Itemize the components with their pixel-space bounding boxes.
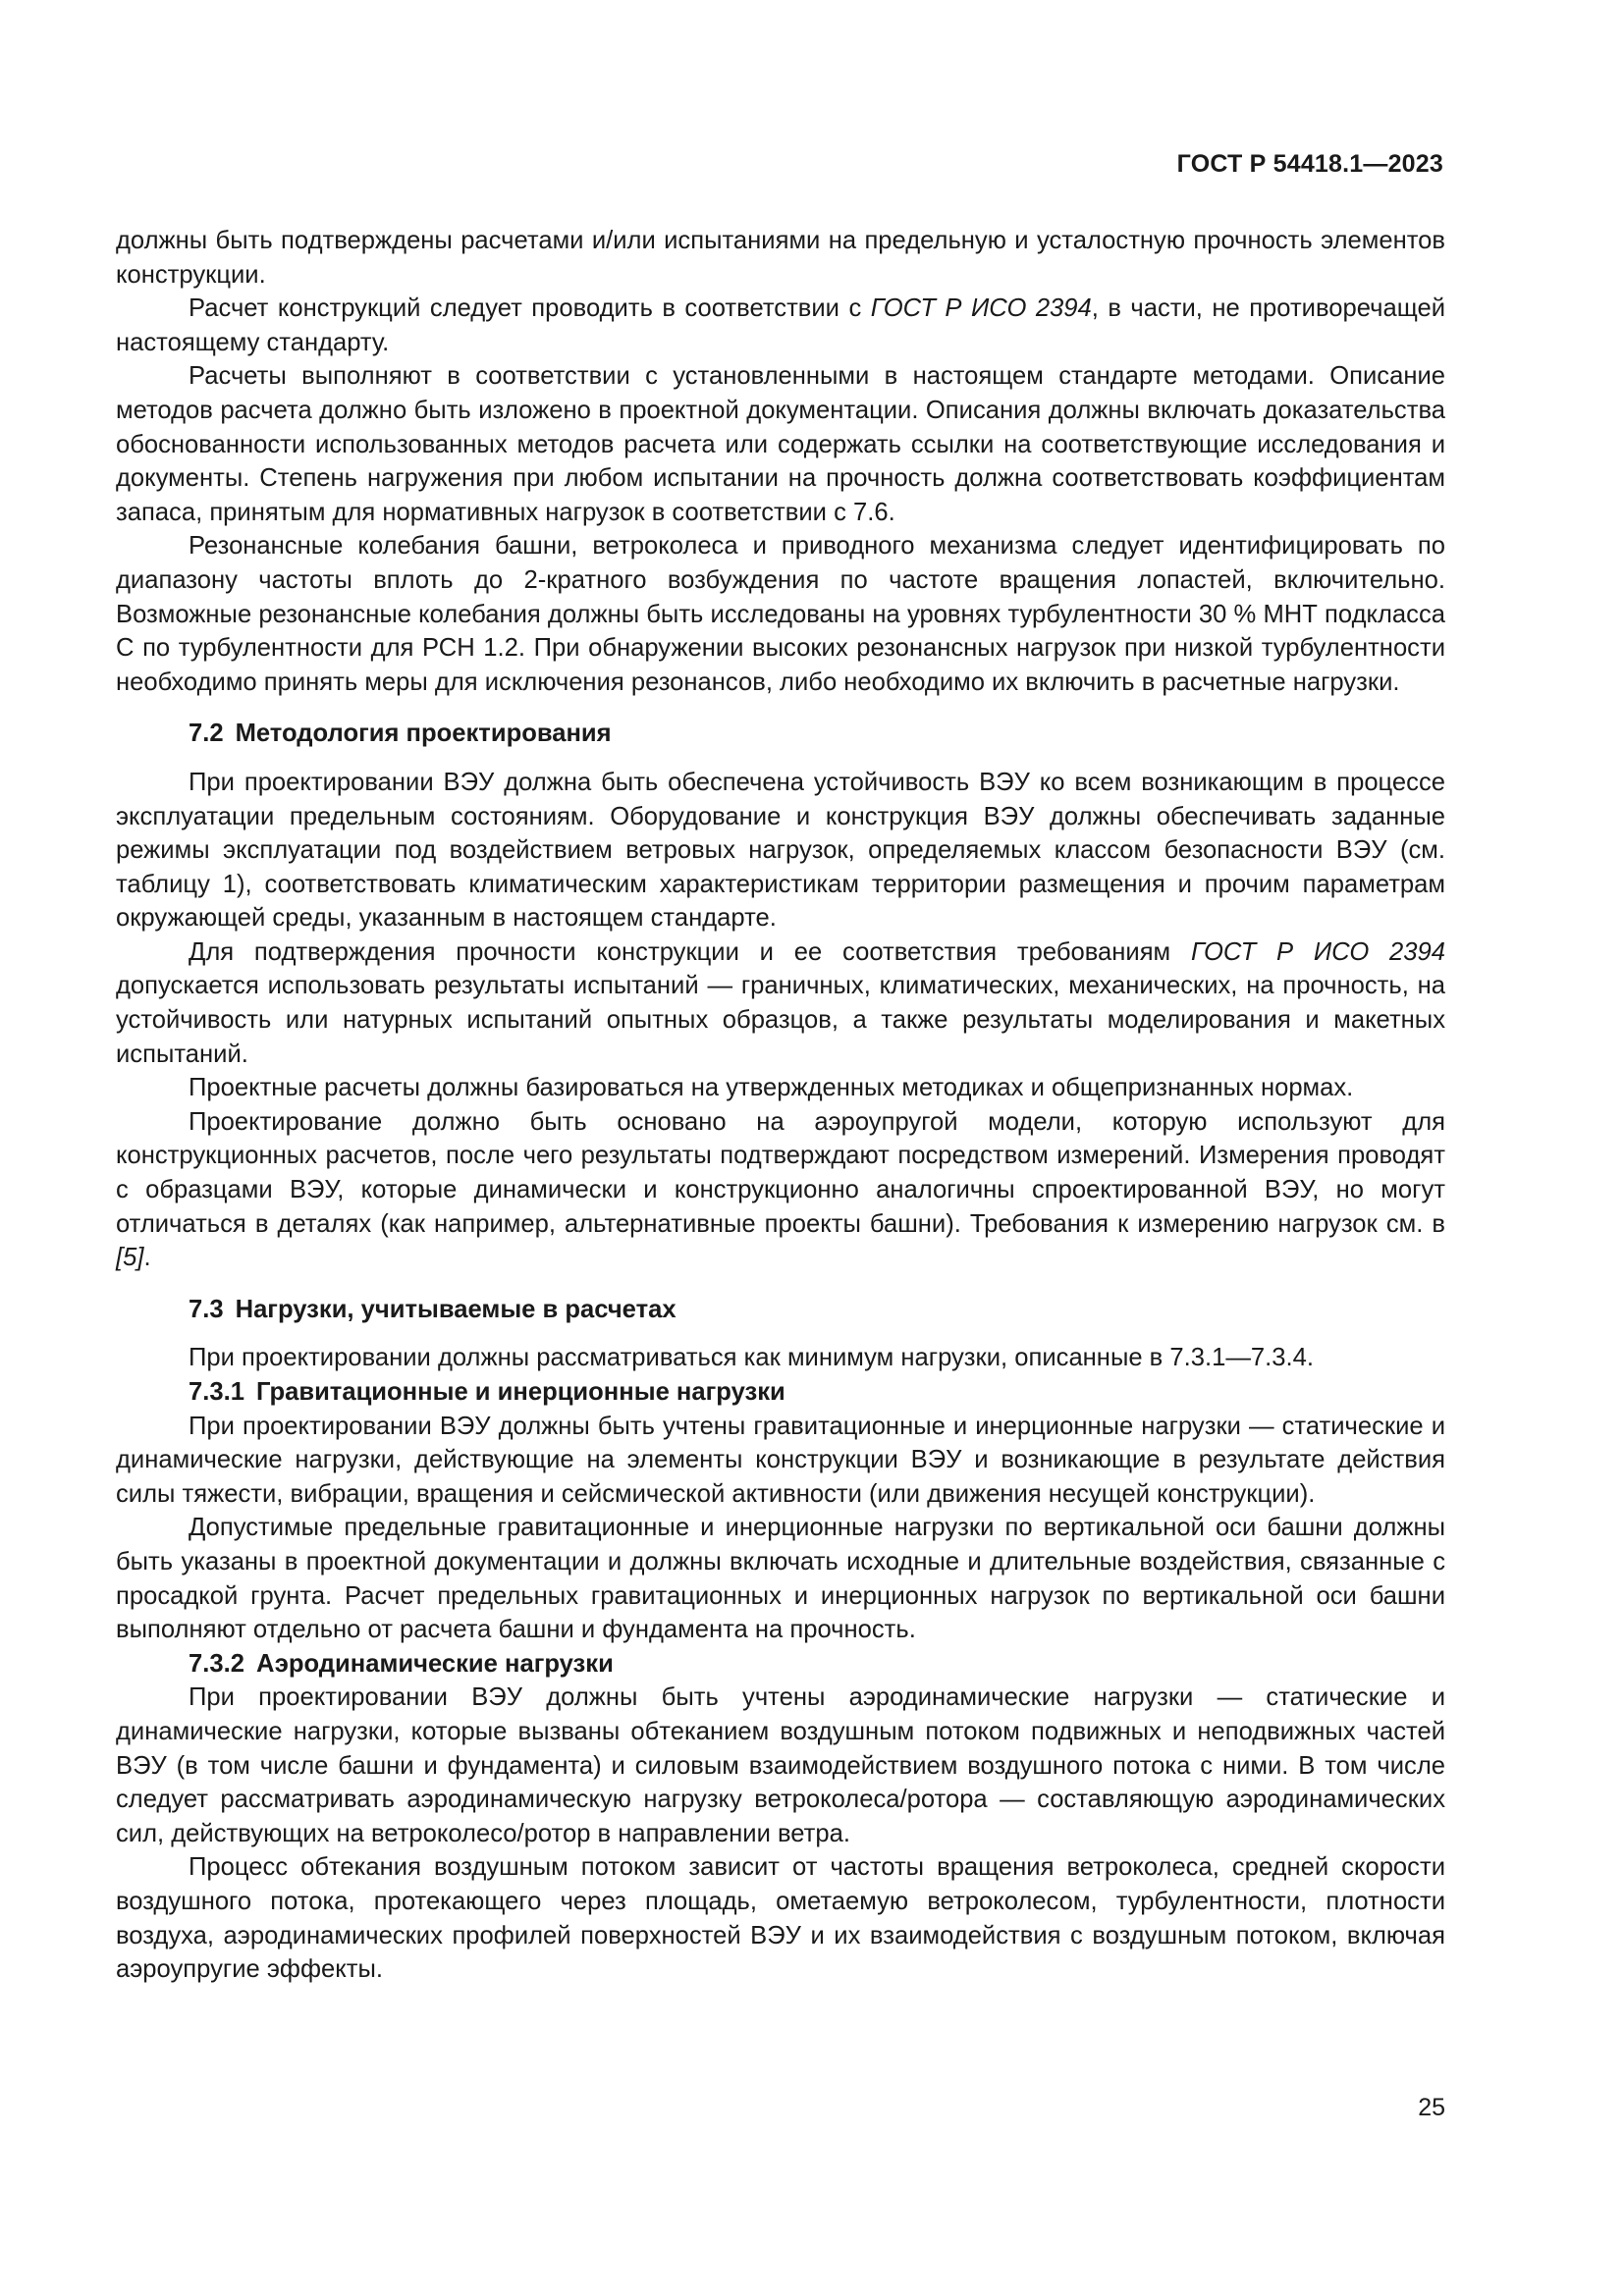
page-number: 25 xyxy=(1418,2094,1445,2121)
paragraph: При проектировании ВЭУ должны быть учтены аэродинамические нагрузки — статические и динамические нагрузки, которые вызваны обтеканием воздушным потоком подвижных и неподвижных частей ВЭУ (в том числе башни и фундамента) и силовым взаимодействием воздушного потока с ними. В том числе следует рассматривать аэродинамическую нагрузку ветроколеса/ротора — составляющую аэродинамических сил, действующих на ветроколесо/ротор в направлении ветра. xyxy=(116,1683,1445,1847)
paragraph-text: , в части, не противоречащей настоящему стандарту. xyxy=(116,294,1446,356)
paragraph-text: Расчет конструкций следует проводить в соответствии с xyxy=(189,294,871,323)
paragraph-text: Проектирование должно быть основано на аэроупругой модели, которую используют для конструкционных расчетов, после чего результаты подтверждают посредством измерений. Измерения проводят с образцами ВЭУ, которые динамически и конструкционно аналогичны спроектированной ВЭУ, но могут отличаться в деталях (как например, альтернативные проекты башни). Требования к измерению нагрузок см. в xyxy=(116,1107,1445,1238)
section-number: 7.3 xyxy=(189,1295,224,1323)
bibliography-reference: [5] xyxy=(116,1244,144,1272)
section-number: 7.3.2 xyxy=(189,1649,244,1678)
standard-reference: ГОСТ Р ИСО 2394 xyxy=(1190,937,1445,966)
section-heading-7-3-2 xyxy=(116,1647,1445,1682)
section-title: Нагрузки, учитываемые в расчетах xyxy=(235,1295,677,1323)
paragraph: должны быть подтверждены расчетами и/или испытаниями на предельную и усталостную прочность элементов конструкции. xyxy=(116,227,1445,289)
document-body xyxy=(116,224,1445,1987)
section-title: Гравитационные и инерционные нагрузки xyxy=(255,1378,785,1406)
paragraph xyxy=(116,935,1445,1071)
paragraph: Расчеты выполняют в соответствии с установленными в настоящем стандарте методами. Описание методов расчета должно быть изложено в проектной документации. Описания должны включать доказательства обоснованности использованных методов расчета или содержать ссылки на соответствующие исследования и документы. Степень нагружения при любом испытании на прочность должна соответствовать коэффициентам запаса, принятым для нормативных нагрузок в соответствии с 7.6. xyxy=(116,362,1445,526)
section-heading-7-3-1 xyxy=(116,1375,1445,1410)
paragraph xyxy=(116,292,1445,359)
document-id-header: ГОСТ Р 54418.1—2023 xyxy=(1176,150,1443,178)
paragraph: Резонансные колебания башни, ветроколеса и приводного механизма следует идентифицировать по диапазону частоты вплоть до 2-кратного возбуждения по частоте вращения лопастей, включительно. Возможные резонансные колебания должны быть исследованы на уровнях турбулентности 30 % МНТ подкласса С по турбулентности для РСН 1.2. При обнаружении высоких резонансных нагрузок при низкой турбулентности необходимо принять меры для исключения резонансов, либо необходимо их включить в расчетные нагрузки. xyxy=(116,532,1445,696)
paragraph: Допустимые предельные гравитационные и инерционные нагрузки по вертикальной оси башни должны быть указаны в проектной документации и должны включать исходные и длительные воздействия, связанные с просадкой грунта. Расчет предельных гравитационных и инерционных нагрузок по вертикальной оси башни выполняют отдельно от расчета башни и фундамента на прочность. xyxy=(116,1514,1445,1644)
section-heading-7-3 xyxy=(116,1293,1445,1327)
paragraph: При проектировании ВЭУ должна быть обеспечена устойчивость ВЭУ ко всем возникающим в процессе эксплуатации предельным состояниям. Оборудование и конструкция ВЭУ должны обеспечивать заданные режимы эксплуатации под воздействием ветровых нагрузок, определяемых классом безопасности ВЭУ (см. таблицу 1), соответствовать климатическим характеристикам территории размещения и прочим параметрам окружающей среды, указанным в настоящем стандарте. xyxy=(116,768,1445,933)
section-number: 7.2 xyxy=(189,720,224,748)
paragraph: Процесс обтекания воздушным потоком зависит от частоты вращения ветроколеса, средней скорости воздушного потока, протекающего через площадь, ометаемую ветроколесом, турбулентности, плотности воздуха, аэродинамических профилей поверхностей ВЭУ и их взаимодействия с воздушным потоком, включая аэроупругие эффекты. xyxy=(116,1853,1445,1984)
section-heading-7-2 xyxy=(116,717,1445,751)
paragraph xyxy=(116,1105,1445,1275)
standard-reference: ГОСТ Р ИСО 2394 xyxy=(870,294,1092,323)
paragraph-text: Для подтверждения прочности конструкции и ее соответствия требованиям xyxy=(189,937,1191,966)
paragraph: При проектировании ВЭУ должны быть учтены гравитационные и инерционные нагрузки — статические и динамические нагрузки, действующие на элементы конструкции ВЭУ и возникающие в результате действия силы тяжести, вибрации, вращения и сейсмической активности (или движения несущей конструкции). xyxy=(116,1412,1445,1508)
section-title: Методология проектирования xyxy=(235,720,612,748)
section-title: Аэродинамические нагрузки xyxy=(255,1649,614,1678)
paragraph: При проектировании должны рассматриваться как минимум нагрузки, описанные в 7.3.1—7.3.4. xyxy=(189,1344,1314,1372)
paragraph-text: . xyxy=(143,1244,151,1272)
paragraph-text: допускается использовать результаты испытаний — граничных, климатических, механических, на прочность, на устойчивость или натурных испытаний опытных образцов, а также результаты моделирования и макетных испытаний. xyxy=(116,972,1445,1068)
paragraph: Проектные расчеты должны базироваться на утвержденных методиках и общепризнанных нормах. xyxy=(189,1074,1354,1102)
section-number: 7.3.1 xyxy=(189,1378,244,1406)
